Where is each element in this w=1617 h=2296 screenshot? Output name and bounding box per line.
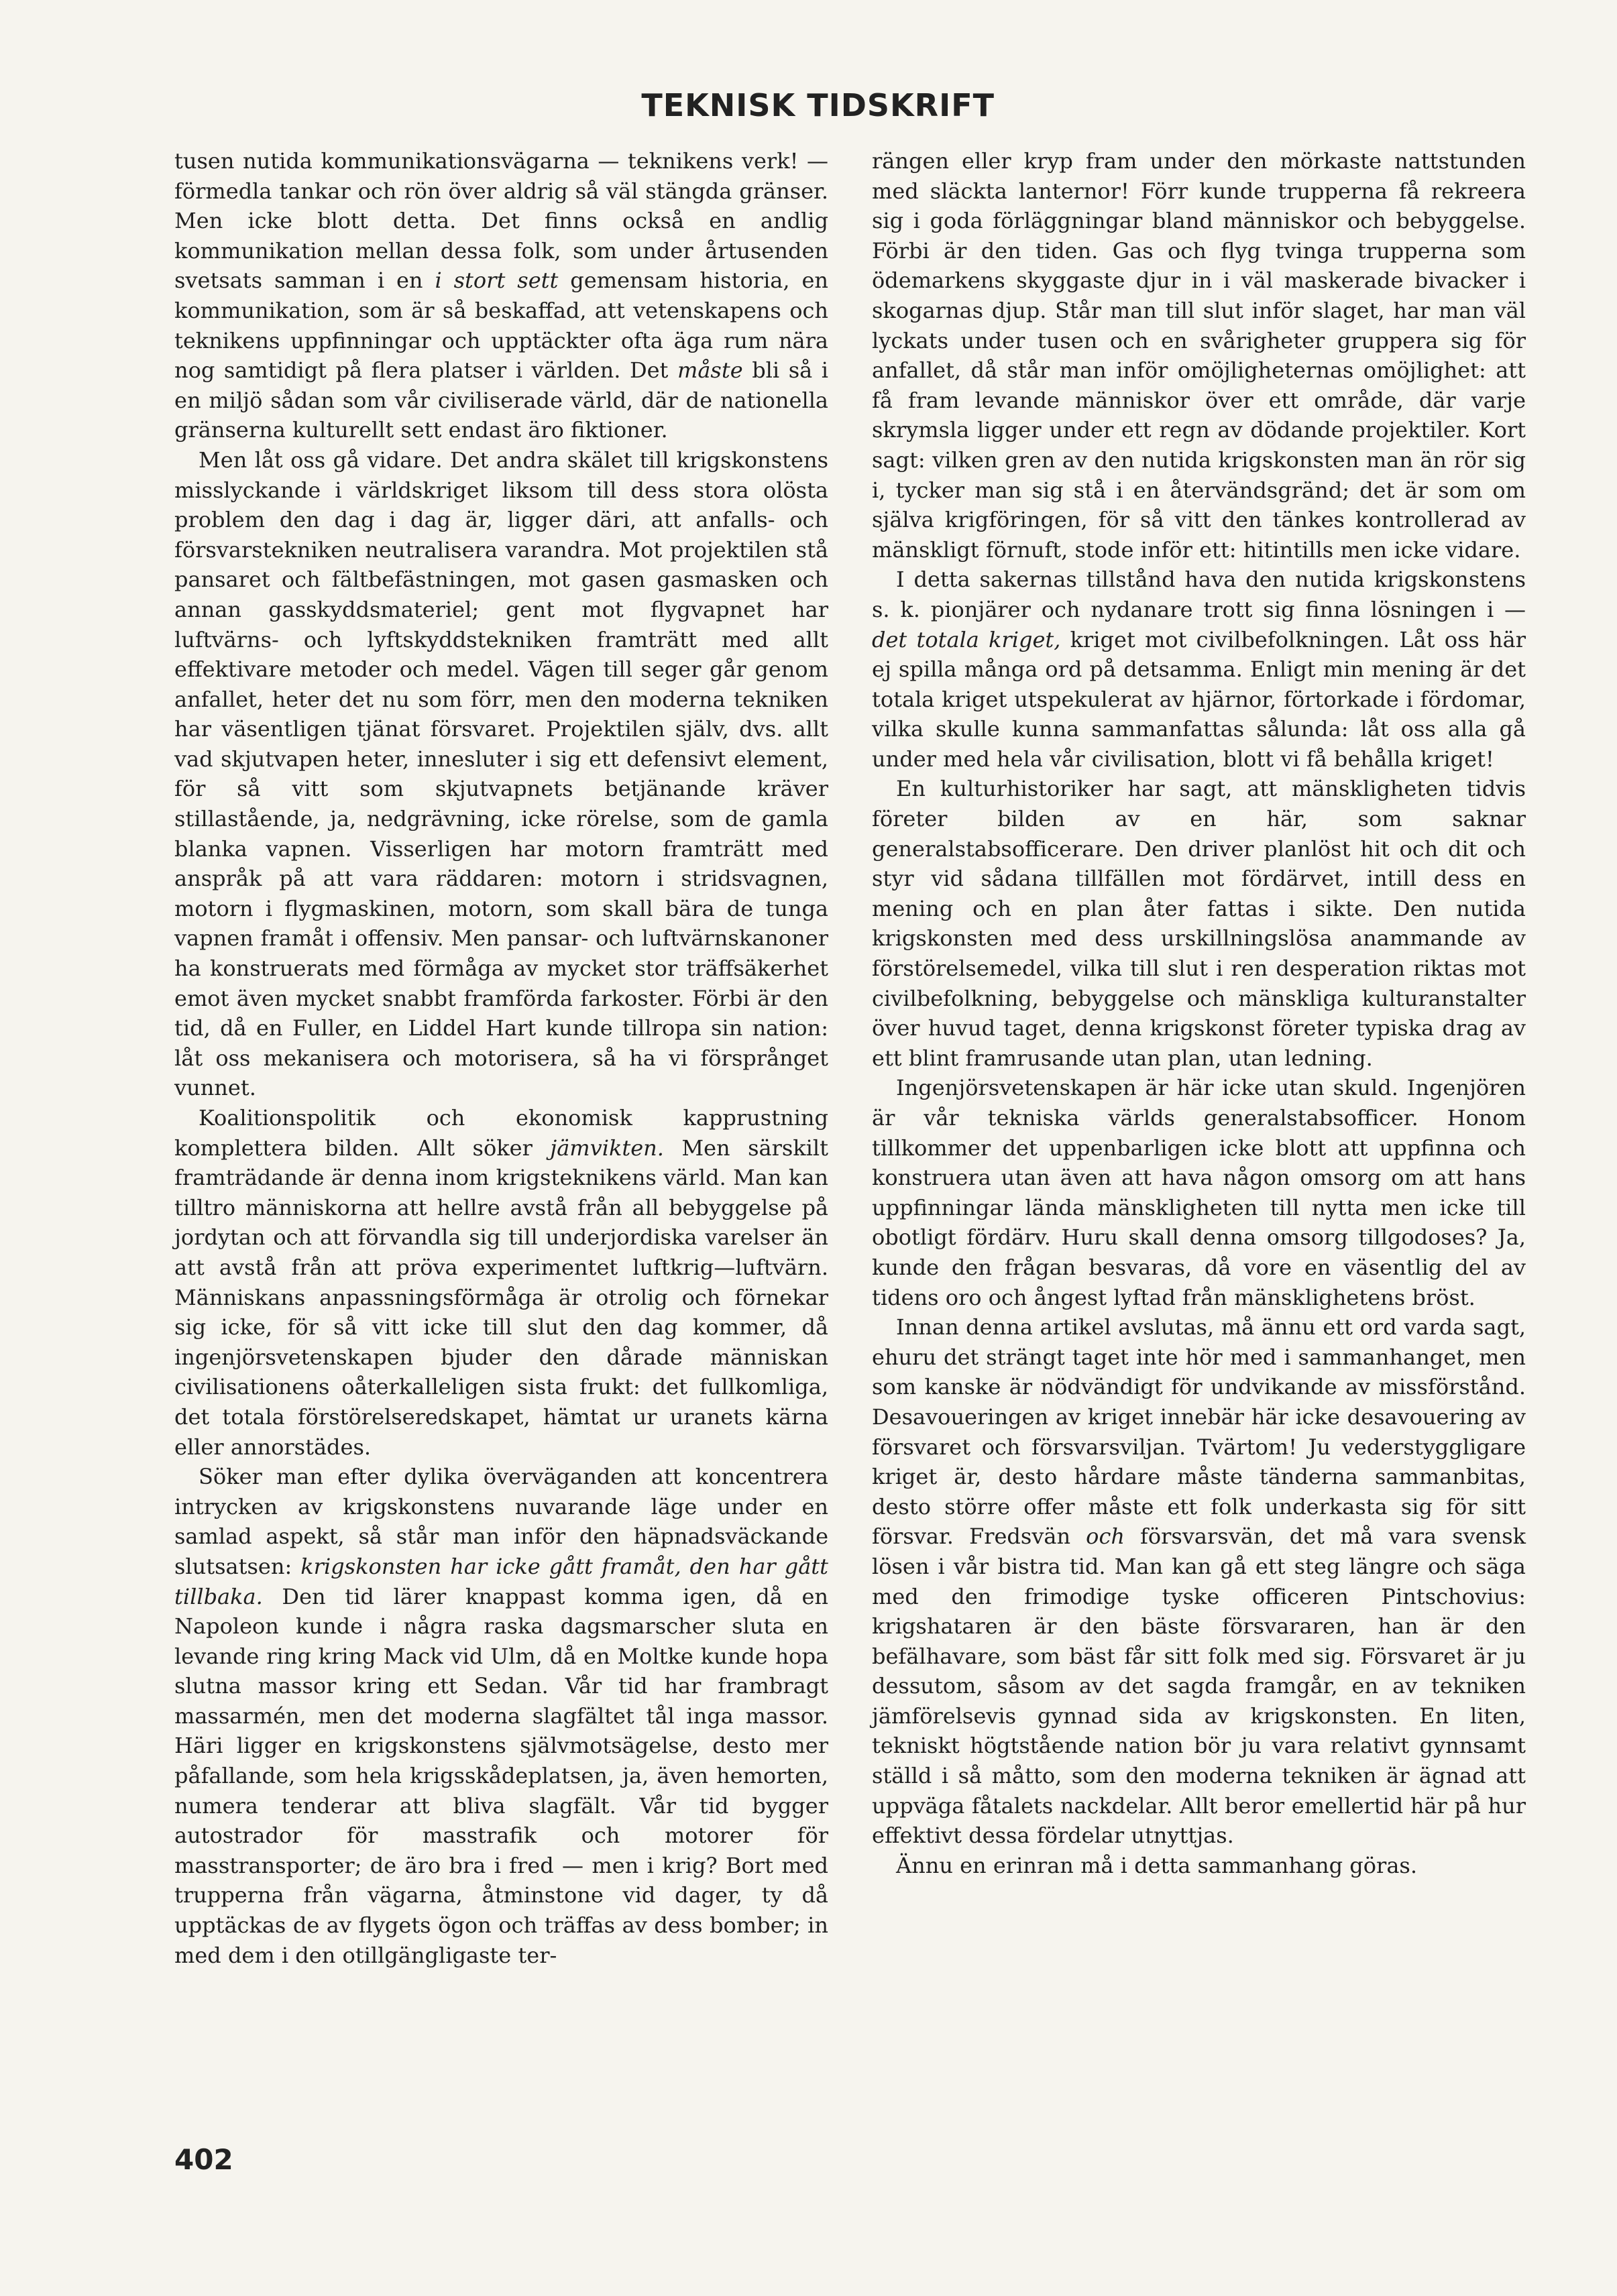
text-run: Koalitionspolitik och ekonomisk kapprustning komplettera bilden. Allt söker [174, 1105, 828, 1161]
text-run: Men låt oss gå vidare. Det andra skälet till krigskonstens misslyckande i världskriget liksom till dess stora olösta problem den dag i dag är, ligger däri, att anfalls- och försvarstekniken neutralisera varandra. Mot projektilen stå pansaret och fältbefästningen, mot gasen gasmasken och annan gasskyddsmateriel; gent mot flygvapnet har luftvärns- och lyftskyddstekniken framträtt med allt effektivare metoder och medel. Vägen till seger går genom anfallet, heter det nu som förr, men den moderna tekniken har väsentligen tjänat försvaret. Projektilen själv, dvs. allt vad skjutvapen heter, innesluter i sig ett defensivt element, för så vitt som skjutvapnets betjänande kräver stillastående, ja, nedgrävning, icke rörelse, som de gamla blanka vapnen. Visserligen har motorn framträtt med anspråk på att vara räddaren: motorn i stridsvagnen, motorn i flygmaskinen, motorn, som skall bära de tunga vapnen framåt i offensiv. Men pansar- och luftvärnskanoner ha konstruerats med förmåga av mycket stor träffsäkerhet emot även mycket snabbt framförda farkoster. Förbi är den tid, då en Fuller, en Liddel Hart kunde tillropa sin nation: låt oss mekanisera och motorisera, så ha vi försprånget vunnet. [174, 447, 828, 1101]
left-column [174, 146, 828, 1970]
italic-text: i stort sett [435, 268, 559, 294]
text-run: I detta sakernas tillstånd hava den nutida krigskonstens s. k. pionjärer och nydanare trott sig finna lösningen i — [872, 567, 1526, 622]
text-run: Innan denna artikel avslutas, må ännu ett ord varda sagt, ehuru det strängt taget inte hör med i sammanhanget, men som kanske är nödvändigt för undvikande av missförstånd. Desavoueringen av kriget innebär här icke desavouering av försvaret och försvarsviljan. Tvärtom! Ju vederstyggligare kriget är, desto hårdare måste tänderna sammanbitas, desto större offer måste ett folk underkasta sig för sitt försvar. Fredsvän [872, 1314, 1526, 1550]
italic-text: måste [677, 357, 743, 384]
paragraph [174, 445, 828, 1103]
text-run: Den tid lärer knappast komma igen, då en Napoleon kunde i några raska dagsmarscher sluta en levande ring kring Mack vid Ulm, då en Moltke kunde hopa slutna massor kring ett Sedan. Vår tid har frambragt massarmén, men det moderna slagfältet tål inga massor. Häri ligger en krigskonstens självmotsägelse, desto mer påfallande, som hela krigsskådeplatsen, ja, även hemorten, numera tenderar att bliva slagfält. Vår tid bygger autostrador för masstrafik och motorer för masstransporter; de äro bra i fred — men i krig? Bort med trupperna från vägarna, åtminstone vid dager, ty då upptäckas de av flygets ögon och träffas av dess bomber; in med dem i den otillgängligaste ter- [174, 1583, 828, 1968]
text-run: försvarsvän, det må vara svensk lösen i vår bistra tid. Man kan gå ett steg längre och säga med den frimodige tyske officeren Pintschovius: krigshataren är den bäste försvararen, han är den befälhavare, som bäst får sitt folk med sig. Försvaret är ju dessutom, såsom av det sagda framgår, en av tekniken jämförelsevis gynnad sida av krigskonsten. En liten, tekniskt högtstående nation bör ju vara relativt gynnsamt ställd i så måtto, som den moderna tekniken är ägnad att uppväga fåtalets nackdelar. Allt beror emellertid här på hur effektivt dessa fördelar utnyttjas. [872, 1524, 1526, 1849]
text-run: kriget mot civilbefolkningen. Låt oss här ej spilla många ord på detsamma. Enligt min mening är det totala kriget utspekulerat av hjärnor, förtorkade i fördomar, vilka skulle kunna sammanfattas sålunda: låt oss alla gå under med hela vår civilisation, blott vi få behålla kriget! [872, 626, 1526, 772]
italic-text: och [1086, 1524, 1125, 1550]
italic-text: krigskonsten har icke gått framåt, den har gått tillbaka. [174, 1553, 828, 1609]
paragraph [174, 1462, 828, 1970]
text-run: En kulturhistoriker har sagt, att mänskligheten tidvis företer bilden av en här, som saknar generalstabsofficerare. Den driver planlöst hit och dit och styr vid sådana tillfällen mot fördärvet, intill dess en mening och en plan åter fattas i sikte. Den nutida krigskonsten med dess urskillningslösa anammande av förstörelsemedel, vilka till slut i ren desperation riktas mot civilbefolkning, bebyggelse och mänskliga kulturanstalter över huvud taget, denna krigskonst företer typiska drag av ett blint framrusande utan plan, utan ledning. [872, 776, 1526, 1071]
text-run: Men särskilt framträdande är denna inom krigsteknikens värld. Man kan tilltro människorna att hellre avstå från all bebyggelse på jordytan och att förvandla sig till underjordiska varelser än att avstå från att pröva experimentet luftkrig—luftvärn. Människans anpassningsförmåga är otrolig och förnekar sig icke, för så vitt icke till slut den dag kommer, då ingenjörsvetenskapen bjuder den dårade människan civilisationens oåterkalleligen sista frukt: det fullkomliga, det totala förstörelseredskapet, hämtat ur uranets kärna eller annorstädes. [174, 1135, 828, 1460]
paragraph [872, 1312, 1526, 1851]
text-run: Ingenjörsvetenskapen är här icke utan skuld. Ingenjören är vår tekniska världs generalstabsofficer. Honom tillkommer det uppenbarligen icke blott att uppfinna och konstruera utan även att hava någon omsorg om att hans uppfinningar lända mänskligheten till nytta men icke till obotligt fördärv. Huru skall denna omsorg tillgodoses? Ja, kunde den frågan besvaras, då vore en väsentlig del av tidens oro och ångest lyftad från mänsklighetens bröst. [872, 1075, 1526, 1310]
page-number: 402 [174, 2143, 233, 2176]
text-run: Söker man efter dylika överväganden att koncentrera intrycken av krigskonstens nuvarande läge under en samlad aspekt, så står man inför den häpnadsväckande slutsatsen: [174, 1464, 828, 1579]
text-run: Ännu en erinran må i detta sammanhang göras. [896, 1852, 1417, 1878]
text-run: tusen nutida kommunikationsvägarna — teknikens verk! — förmedla tankar och rön över aldrig så väl stängda gränser. Men icke blott detta. Det finns också en andlig kommunikation mellan dessa folk, som under årtusenden svetsats samman i en [174, 148, 828, 294]
paragraph [872, 146, 1526, 565]
italic-text: det totala kriget, [872, 626, 1061, 652]
paragraph [872, 1851, 1526, 1881]
text-run: bli så i en miljö sådan som vår civiliserade värld, där de nationella gränserna kulturellt sett endast äro fiktioner. [174, 357, 829, 443]
journal-title: TEKNISK TIDSKRIFT [641, 87, 995, 123]
text-run: rängen eller kryp fram under den mörkaste nattstunden med släckta lanternor! Förr kunde trupperna få rekreera sig i goda förläggningar bland människor och bebyggelse. Förbi är den tiden. Gas och flyg tvinga trupperna som ödemarkens skyggaste djur in i väl maskerade bivacker i skogarnas djup. Står man till slut inför slaget, har man väl lyckats under tusen och en svårigheter gruppera sig för anfallet, då står man inför omöjligheternas omöjlighet: att få fram levande människor över ett område, där varje skrymsla ligger under ett regn av dödande projektiler. Kort sagt: vilken gren av den nutida krigskonsten man än rör sig i, tycker man sig stå i en återvändsgränd; det är som om själva krigföringen, för så vitt den tänkes kontrollerad av mänskligt förnuft, stode inför ett: hitintills men icke vidare. [872, 148, 1526, 563]
paragraph [174, 146, 828, 445]
right-column [872, 146, 1526, 1880]
italic-text: jämvikten. [550, 1135, 664, 1161]
paragraph [872, 565, 1526, 774]
paragraph [872, 774, 1526, 1073]
paragraph [174, 1103, 828, 1462]
paragraph [872, 1073, 1526, 1312]
text-run: gemensam historia, en kommunikation, som är så beskaffad, att vetenskapens och teknikens uppfinningar och upptäckter ofta äga rum nära nog samtidigt på flera platser i världen. Det [174, 268, 829, 384]
